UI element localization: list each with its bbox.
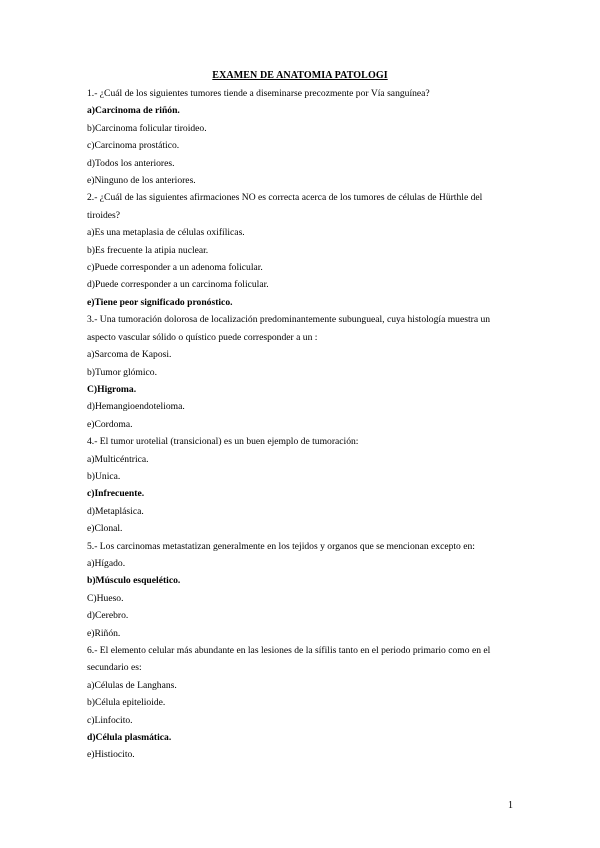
answer-option-correct: c)Infrecuente. (87, 488, 145, 500)
question-text: 6.- El elemento celular más abundante en las lesiones de la sífilis tanto en el periodo primario como en el (87, 645, 491, 656)
answer-option: d)Puede corresponder a un carcinoma folicular. (87, 279, 269, 291)
answer-option: c)Puede corresponder a un adenoma folicular. (87, 262, 263, 274)
answer-option: e)Riñón. (87, 627, 121, 639)
answer-option: a)Células de Langhans. (87, 679, 177, 691)
answer-option: e)Ninguno de los anteriores. (87, 175, 196, 187)
question-6 (87, 642, 527, 764)
question-3 (87, 311, 527, 433)
page-number: 1 (508, 800, 513, 811)
answer-option-correct: e)Tiene peor significado pronóstico. (87, 296, 233, 308)
answer-option: d)Hemangioendotelioma. (87, 401, 185, 413)
answer-option: e)Cordoma. (87, 418, 133, 430)
answer-option-correct: d)Célula plasmática. (87, 732, 172, 744)
question-text: 1.- ¿Cuál de los siguientes tumores tiende a diseminarse precozmente por Vía sanguínea? (87, 88, 430, 99)
answer-option: a)Multicéntrica. (87, 453, 149, 465)
answer-option: C)Hueso. (87, 592, 124, 604)
answer-option: c)Carcinoma prostático. (87, 140, 180, 152)
question-text: 3.- Una tumoración dolorosa de localización predominantemente subungueal, cuya histología muestra un (87, 314, 491, 326)
answer-option: a)Sarcoma de Kaposi. (87, 349, 172, 361)
question-text: aspecto vascular sólido o quístico puede corresponder a un : (87, 331, 318, 343)
question-text: 2.- ¿Cuál de las siguientes afirmaciones NO es correcta acerca de los tumores de células de Hürthle del (87, 192, 483, 204)
answer-option: b)Célula epitelioide. (87, 697, 166, 709)
exam-title: EXAMEN DE ANATOMIA PATOLOGI (212, 70, 388, 81)
answer-option: d)Cerebro. (87, 610, 129, 622)
answer-option: e)Clonal. (87, 523, 123, 535)
questions-container (87, 85, 527, 764)
question-text: 4.- El tumor urotelial (transicional) es un buen ejemplo de tumoración: (87, 436, 359, 448)
answer-option: d)Todos los anteriores. (87, 157, 175, 169)
question-text: tiroides? (87, 209, 121, 221)
answer-option: a)Hígado. (87, 557, 126, 569)
question-5 (87, 538, 527, 642)
answer-option-correct: C)Higroma. (87, 383, 137, 395)
answer-option: d)Metaplásica. (87, 505, 144, 517)
answer-option-correct: a)Carcinoma de riñón. (87, 105, 180, 117)
answer-option: b)Unica. (87, 470, 121, 482)
answer-option: e)Histiocito. (87, 749, 135, 761)
answer-option: b)Carcinoma folicular tiroideo. (87, 122, 207, 134)
question-text: secundario es: (87, 662, 142, 674)
answer-option: c)Linfocito. (87, 714, 133, 726)
answer-option: a)Es una metaplasia de células oxifílicas. (87, 227, 245, 239)
answer-option: b)Tumor glómico. (87, 366, 158, 378)
question-4 (87, 433, 527, 537)
answer-option: b)Es frecuente la atipia nuclear. (87, 244, 209, 256)
question-text: 5.- Los carcinomas metastatizan generalmente en los tejidos y organos que se mencionan excepto en: (87, 540, 475, 552)
answer-option-correct: b)Músculo esquelético. (87, 575, 181, 587)
question-2 (87, 189, 527, 311)
question-1 (87, 85, 527, 189)
